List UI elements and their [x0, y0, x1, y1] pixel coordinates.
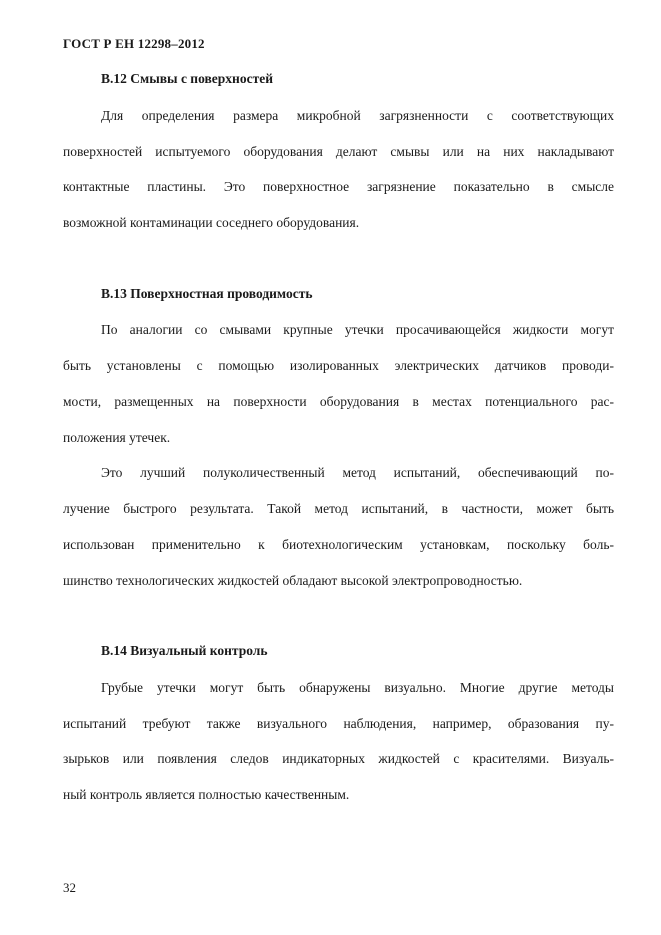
- paragraph-line: испытаний требуют также визуального наблюдения, например, образования пу-: [63, 716, 614, 731]
- paragraph-line: положения утечек.: [63, 430, 171, 445]
- paragraph-line: Грубые утечки могут быть обнаружены визуально. Многие другие методы: [101, 680, 614, 695]
- paragraph-line: ный контроль является полностью качественным.: [63, 787, 350, 802]
- paragraph-line: лучение быстрого результата. Такой метод испытаний, в частности, может быть: [63, 501, 614, 516]
- paragraph-line: По аналогии со смывами крупные утечки просачивающейся жидкости могут: [101, 322, 614, 337]
- paragraph-line: использован применительно к биотехнологическим установкам, поскольку боль-: [63, 537, 614, 552]
- paragraph-line: Для определения размера микробной загрязненности с соответствующих: [101, 108, 614, 123]
- section-heading-b14: В.14 Визуальный контроль: [101, 643, 268, 658]
- document-header: ГОСТ Р ЕН 12298–2012: [63, 36, 205, 51]
- paragraph-line: поверхностей испытуемого оборудования делают смывы или на них накладывают: [63, 144, 614, 159]
- page-number: 32: [63, 880, 76, 895]
- paragraph-line: возможной контаминации соседнего оборудования.: [63, 215, 360, 230]
- section-heading-b12: В.12 Смывы с поверхностей: [101, 71, 273, 86]
- paragraph-line: зырьков или появления следов индикаторных жидкостей с красителями. Визуаль-: [63, 751, 614, 766]
- paragraph-line: контактные пластины. Это поверхностное загрязнение показательно в смысле: [63, 179, 614, 194]
- paragraph-line: мости, размещенных на поверхности оборудования в местах потенциального рас-: [63, 394, 614, 409]
- section-heading-b13: В.13 Поверхностная проводимость: [101, 286, 313, 301]
- paragraph-line: быть установлены с помощью изолированных электрических датчиков проводи-: [63, 358, 614, 373]
- paragraph-line: Это лучший полуколичественный метод испытаний, обеспечивающий по-: [101, 465, 614, 480]
- paragraph-line: шинство технологических жидкостей обладают высокой электропроводностью.: [63, 573, 523, 588]
